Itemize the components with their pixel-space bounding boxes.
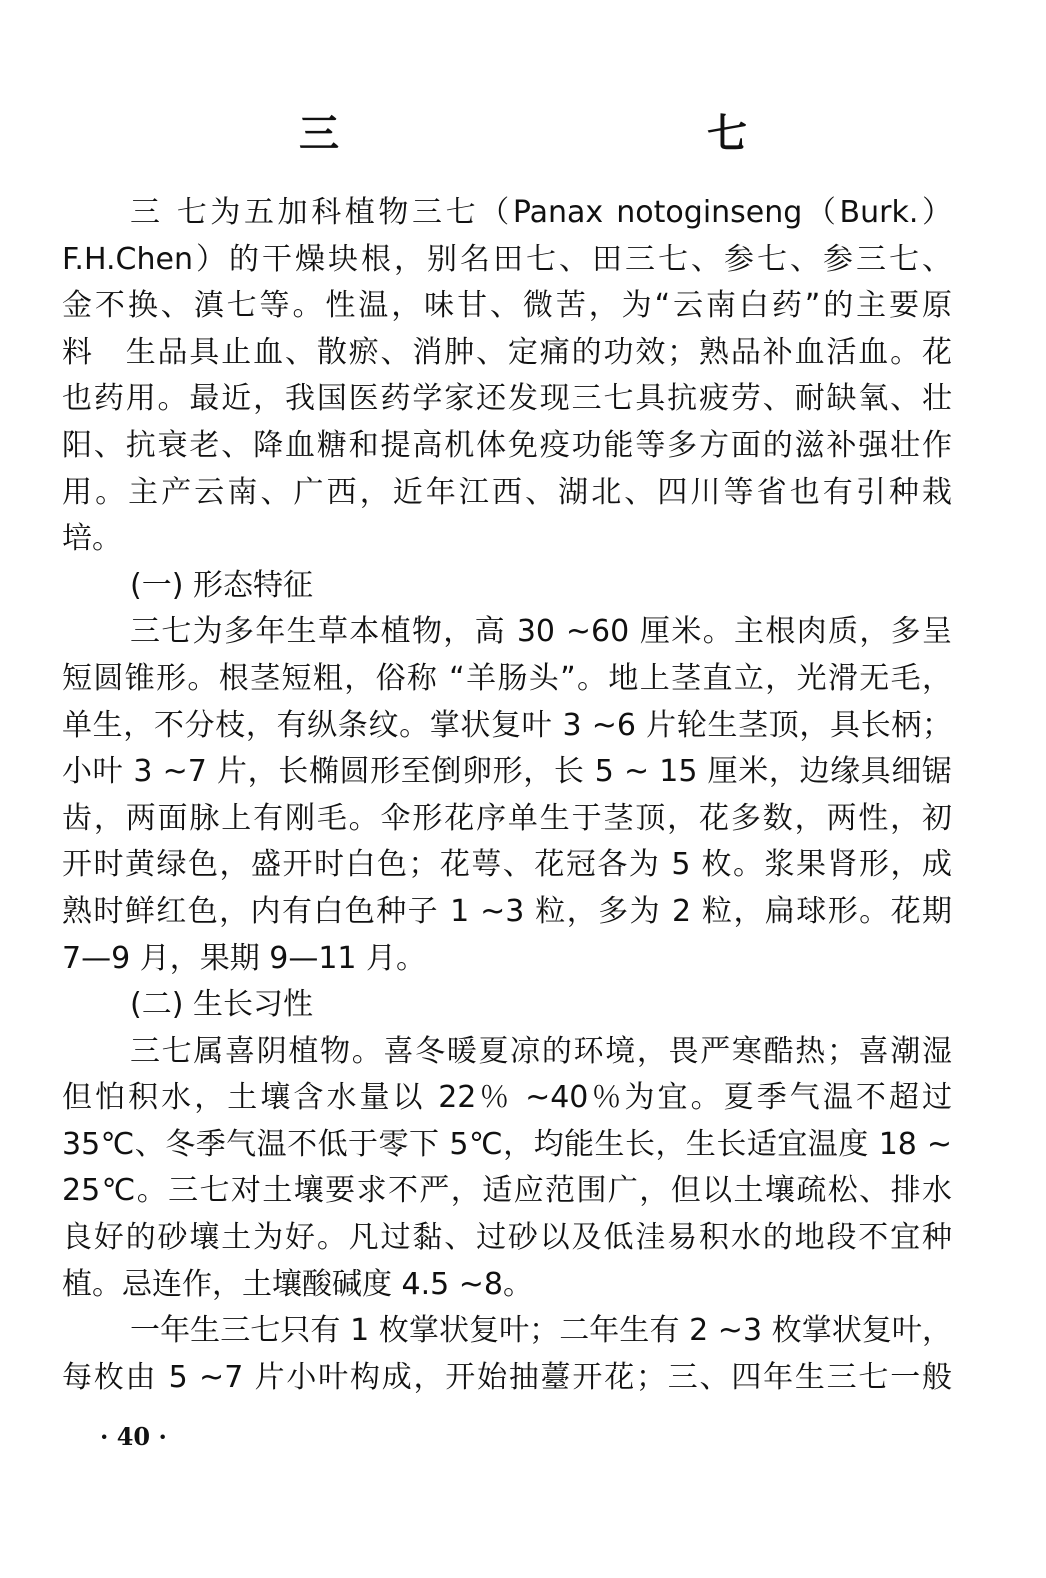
text-line: 每枚由 5 ~7 片小叶构成，开始抽薹开花；三、四年生三七一般	[62, 1359, 952, 1395]
text-line: 短圆锥形。根茎短粗，俗称 “羊肠头”。地上茎直立，光滑无毛，	[62, 660, 952, 696]
text-line: 良好的砂壤土为好。凡过黏、过砂以及低洼易积水的地段不宜种	[62, 1220, 952, 1256]
text-line: 料 生品具止血、散瘀、消肿、定痛的功效；熟品补血活血。花	[62, 334, 952, 370]
text-line: 7—9 月，果期 9—11 月。	[62, 940, 427, 976]
text-line: F.H.Chen）的干燥块根，别名田七、田三七、参七、参三七、	[62, 241, 952, 277]
text-line: 熟时鲜红色，内有白色种子 1 ~3 粒，多为 2 粒，扁球形。花期	[62, 893, 952, 929]
section-heading: (一) 形态特征	[130, 567, 313, 603]
text-line: 小叶 3 ~7 片，长椭圆形至倒卵形，长 5 ~ 15 厘米，边缘具细锯	[62, 754, 952, 790]
text-line: 培。	[62, 521, 122, 557]
text-line: 三七为多年生草本植物，高 30 ~60 厘米。主根肉质，多呈	[130, 614, 952, 650]
text-line: 25℃。三七对土壤要求不严，适应范围广，但以土壤疏松、排水	[62, 1173, 952, 1209]
page-number: · 40 ·	[100, 1422, 167, 1451]
text-line: 阳、抗衰老、降血糖和提高机体免疫功能等多方面的滋补强壮作	[62, 427, 952, 463]
text-line: 35℃、冬季气温不低于零下 5℃，均能生长，生长适宜温度 18 ~	[62, 1126, 952, 1162]
text-line: 也药用。最近，我国医药学家还发现三七具抗疲劳、耐缺氧、壮	[62, 381, 952, 417]
body-text	[62, 190, 952, 1401]
text-line: 金不换、滇七等。性温，味甘、微苦，为“云南白药”的主要原	[62, 288, 952, 324]
text-line: 三 七为五加科植物三七（Panax notoginseng（Burk.）	[130, 195, 952, 230]
page-title: 三 七	[299, 110, 843, 157]
text-line: 一年生三七只有 1 枚掌状复叶；二年生有 2 ~3 枚掌状复叶，	[130, 1313, 952, 1349]
text-line: 单生，不分枝，有纵条纹。掌状复叶 3 ~6 片轮生茎顶，具长柄；	[62, 707, 952, 743]
text-line: 但怕积水，土壤含水量以 22％ ~40％为宜。夏季气温不超过	[62, 1080, 952, 1116]
text-line: 植。忌连作，土壤酸碱度 4.5 ~8。	[62, 1266, 534, 1302]
text-line: 用。主产云南、广西，近年江西、湖北、四川等省也有引种栽	[62, 474, 952, 510]
text-line: 开时黄绿色，盛开时白色；花萼、花冠各为 5 枚。浆果肾形，成	[62, 847, 952, 883]
text-line: 齿，两面脉上有刚毛。伞形花序单生于茎顶，花多数，两性，初	[62, 800, 952, 836]
section-heading: (二) 生长习性	[130, 987, 313, 1023]
text-line: 三七属喜阴植物。喜冬暖夏凉的环境，畏严寒酷热；喜潮湿	[130, 1033, 952, 1069]
